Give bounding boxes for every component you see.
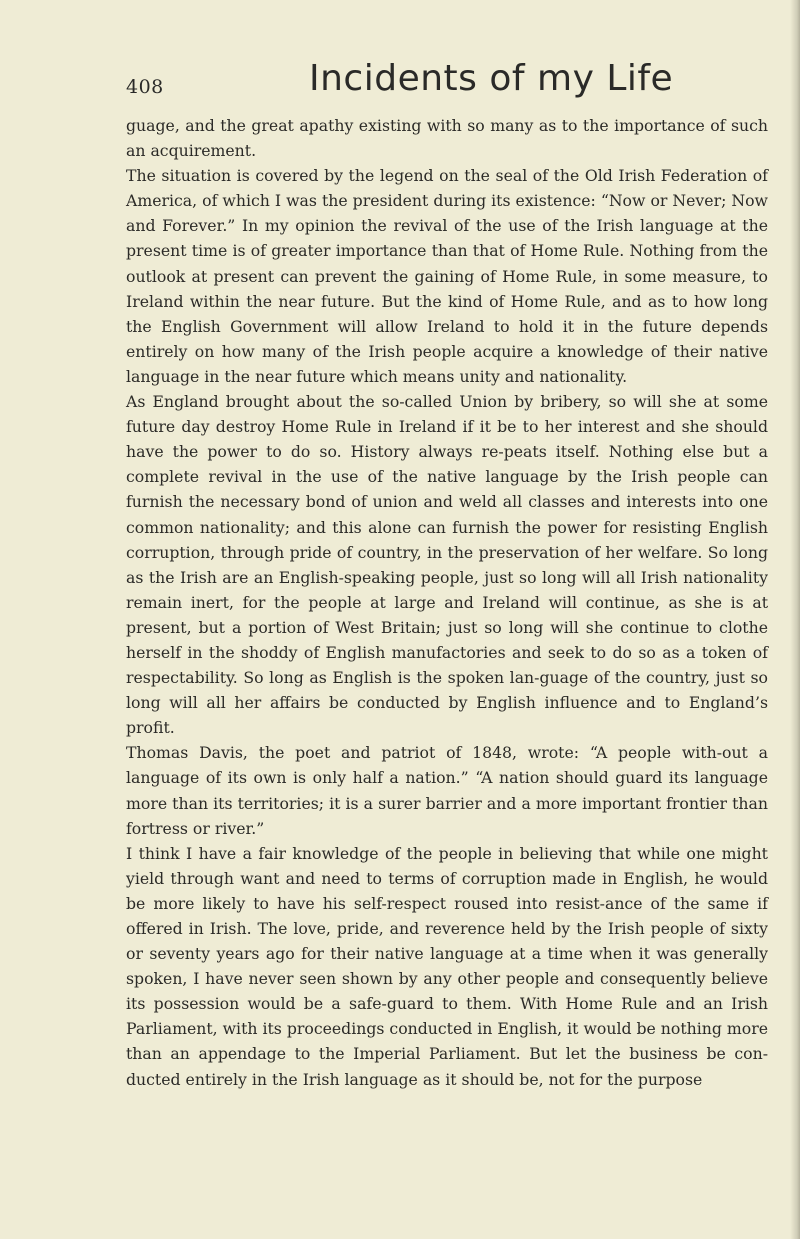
- paragraph: guage, and the great apathy existing with so many as to the importance of such an acquirement.: [126, 116, 768, 161]
- running-head: Incidents of my Life: [309, 58, 674, 99]
- paragraph: Thomas Davis, the poet and patriot of 1848, wrote: “A people with-out a language of its own is only half a nation.” “A nation should guard its language more than its territories; it is a surer barrier and a more important frontier than fortress or river.”: [126, 743, 768, 838]
- body-text: [126, 113, 768, 1092]
- paragraph: The situation is covered by the legend on the seal of the Old Irish Federation of America, of which I was the president during its existence: “Now or Never; Now and Forever.” In my opinion the revival of the use of the Irish language at the present time is of greater importance than that of Home Rule. Nothing from the outlook at present can prevent the gaining of Home Rule, in some measure, to Ireland within the near future. But the kind of Home Rule, and as to how long the English Government will allow Ireland to hold it in the future depends entirely on how many of the Irish people acquire a knowledge of their native language in the near future which means unity and nationality.: [126, 166, 768, 386]
- paragraph: I think I have a fair knowledge of the people in believing that while one might yield through want and need to terms of corruption made in English, he would be more likely to have his self-respect roused into resist-ance of the same if offered in Irish. The love, pride, and reverence held by the Irish people of sixty or seventy years ago for their native language at a time when it was generally spoken, I have never seen shown by any other people and consequently believe its possession would be a safe-guard to them. With Home Rule and an Irish Parliament, with its proceedings conducted in English, it would be nothing more than an appendage to the Imperial Parliament. But let the business be con-ducted entirely in the Irish language as it should be, not for the purpose: [126, 843, 769, 1089]
- page-edge-shadow: [790, 0, 800, 1239]
- page-number: 408: [126, 76, 164, 98]
- page-header: [126, 58, 766, 108]
- paragraph: As England brought about the so-called Union by bribery, so will she at some future day destroy Home Rule in Ireland if it be to her interest and she should have the power to do so. History always re-peats itself. Nothing else but a complete revival in the use of the native language by the Irish people can furnish the necessary bond of union and weld all classes and interests into one common nationality; and this alone can furnish the power for resisting English corruption, through pride of country, in the preservation of her welfare. So long as the Irish are an English-speaking people, just so long will all Irish nationality remain inert, for the people at large and Ireland will continue, as she is at present, but a portion of West Britain; just so long will she continue to clothe herself in the shoddy of English manufactories and seek to do so as a token of respectability. So long as English is the spoken lan-guage of the country, just so long will all her affairs be conducted by English influence and to England’s profit.: [126, 392, 768, 738]
